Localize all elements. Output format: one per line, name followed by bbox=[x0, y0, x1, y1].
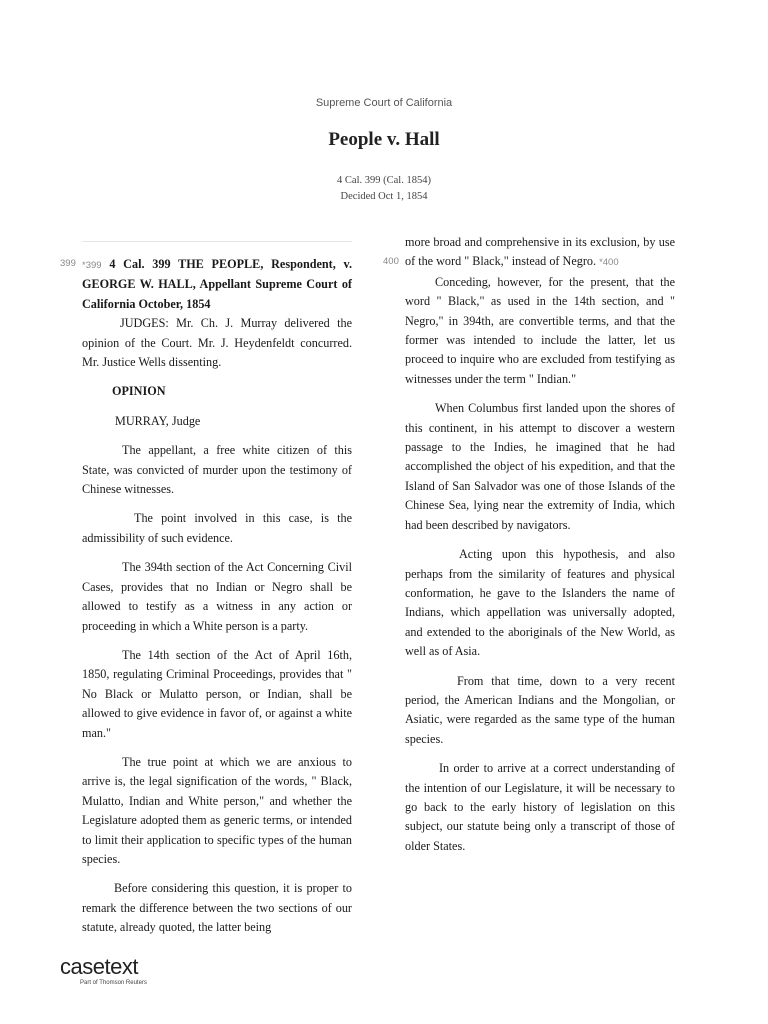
page-number-400: 400 bbox=[383, 256, 399, 267]
decision-date: Decided Oct 1, 1854 bbox=[340, 191, 428, 202]
opinion-paragraph-10: From that time, down to a very recent period, the American Indians and the Mongolian, or Asiatic, were regarded as the same type of the human species. bbox=[405, 673, 675, 746]
star-page-400[interactable]: *400 bbox=[599, 257, 619, 269]
court-name: Supreme Court of California bbox=[315, 97, 453, 109]
section-divider bbox=[82, 241, 352, 242]
logo-subtitle: Part of Thomson Reuters bbox=[80, 980, 147, 986]
judges-paragraph: JUDGES: Mr. Ch. J. Murray delivered the opinion of the Court. Mr. J. Heydenfeldt concurred. Mr. Justice Wells dissenting. bbox=[82, 316, 352, 370]
opinion-paragraph-3: The 394th section of the Act Concerning Civil Cases, provides that no Indian or Negro shall be allowed to testify as a witness in any action or proceeding in which a White person is a party. bbox=[82, 560, 352, 633]
opinion-paragraph-8: When Columbus first landed upon the shores of this continent, in his attempt to discover a western passage to the Indies, he imagined that he had accomplished the object of his expedition, and that the Island of San Salvador was one of those Islands of the Chinese Sea, lying near the extremity of India, which had been described by navigators. bbox=[405, 401, 675, 532]
opinion-paragraph-7: Conceding, however, for the present, that the word " Black," as used in the 14th section, and " Negro," in 394th, are convertible terms, and that the former was intended to include the latter, let us proceed to inquire who are excluded from testifying as witnesses under the term " Indian." bbox=[405, 274, 675, 386]
opinion-paragraph-2: The point involved in this case, is the admissibility of such evidence. bbox=[82, 511, 352, 545]
opinion-paragraph-11: In order to arrive at a correct understanding of the intention of our Legislature, it will be necessary to go back to the early history of legislation on this subject, our statute being only a transcript of those of older States. bbox=[405, 761, 675, 853]
case-caption-paragraph bbox=[82, 255, 352, 314]
opinion-paragraph-6: Before considering this question, it is proper to remark the difference between the two sections of our statute, already quoted, the latter being bbox=[82, 881, 352, 935]
opinion-paragraph-1: The appellant, a free white citizen of this State, was convicted of murder upon the testimony of Chinese witnesses. bbox=[82, 443, 352, 497]
page-number-399: 399 bbox=[60, 258, 76, 269]
casetext-logo[interactable] bbox=[60, 955, 160, 995]
case-citation: 4 Cal. 399 (Cal. 1854) bbox=[337, 175, 431, 186]
star-page-399[interactable]: *399 bbox=[82, 260, 102, 271]
opinion-author: MURRAY, Judge bbox=[115, 413, 201, 428]
case-caption: 4 Cal. 399 THE PEOPLE, Respondent, v. GEORGE W. HALL, Appellant Supreme Court of California October, 1854 bbox=[82, 257, 353, 311]
continued-text: more broad and comprehensive in its exclusion, by use of the word " Black," instead of Negro. bbox=[405, 235, 675, 269]
opinion-column-right bbox=[405, 233, 675, 866]
opinion-paragraph-9: Acting upon this hypothesis, and also perhaps from the similarity of features and physical conformation, he gave to the Islanders the name of Indians, which appellation was universally adopted, and extended to the aboriginals of the New World, as well as of Asia. bbox=[405, 547, 675, 659]
case-title: People v. Hall bbox=[328, 129, 440, 150]
continued-paragraph bbox=[405, 233, 675, 273]
logo-wordmark: casetext bbox=[60, 954, 138, 979]
opinion-paragraph-4: The 14th section of the Act of April 16th, 1850, regulating Criminal Proceedings, provides that " No Black or Mulatto person, or Indian, shall be allowed to give evidence in favor of, or against a white man." bbox=[82, 647, 352, 740]
opinion-column-left bbox=[82, 255, 352, 948]
opinion-heading: OPINION bbox=[112, 384, 166, 399]
opinion-paragraph-5: The true point at which we are anxious to arrive is, the legal signification of the words, " Black, Mulatto, Indian and White person," and whether the Legislature adopted them as generic terms, or intended to limit their application to specific types of the human species. bbox=[82, 754, 352, 866]
